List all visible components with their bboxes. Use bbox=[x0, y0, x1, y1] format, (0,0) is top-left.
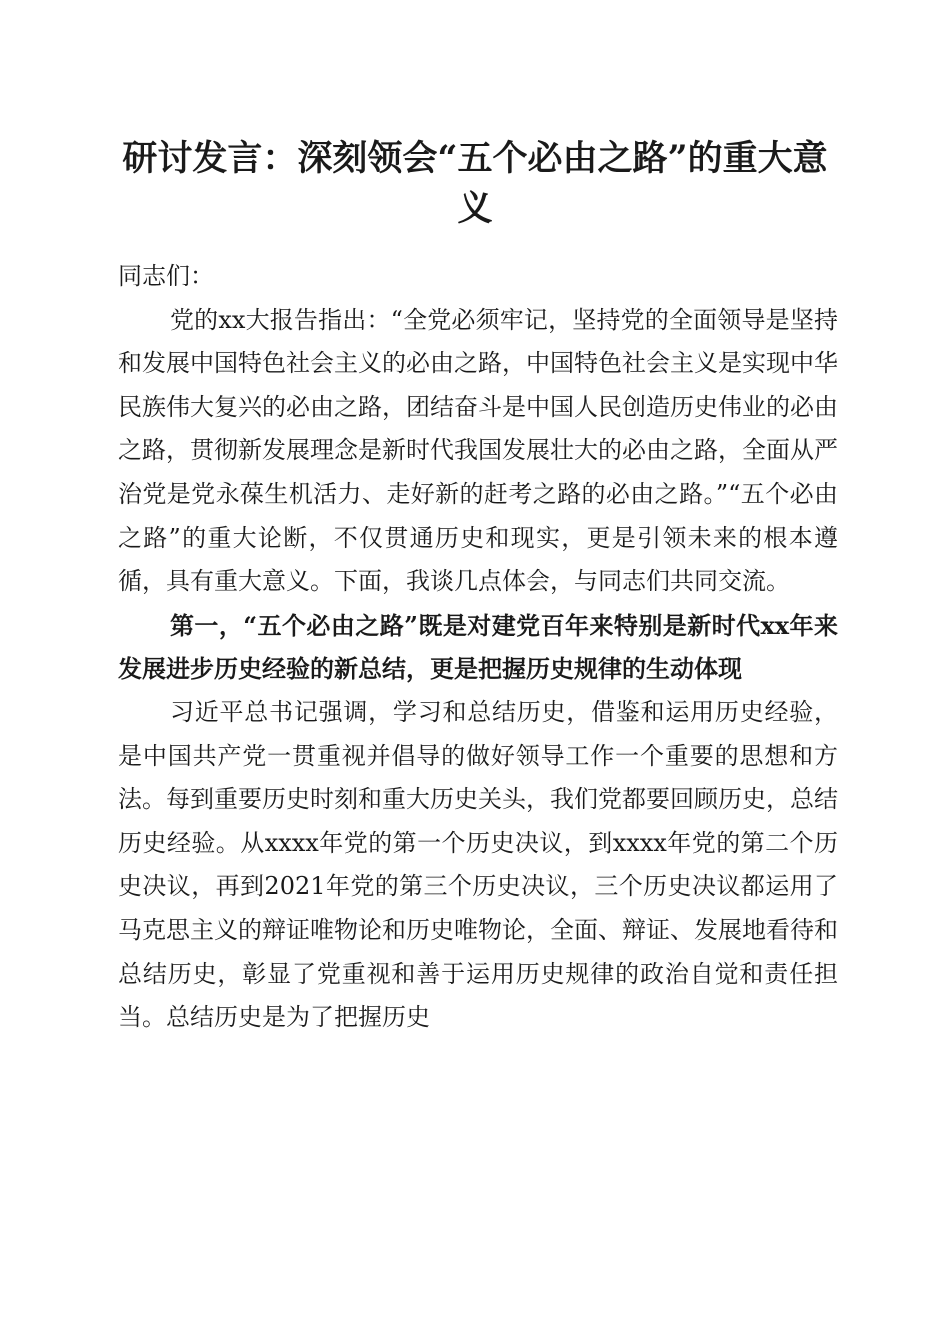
document-title: 研讨发言：深刻领会“五个必由之路”的重大意义 bbox=[122, 138, 828, 229]
paragraph-history: 习近平总书记强调，学习和总结历史，借鉴和运用历史经验，是中国共产党一贯重视并倡导的做好领导工作一个重要的思想和方法。每到重要历史时刻和重大历史关头，我们党都要回顾历史，总结历史经验。从xxxx年党的第一个历史决议，到xxxx年党的第二个历史决议，再到2021年党的第三个历史决议，三个历史决议都运用了马克思主义的辩证唯物论和历史唯物论，全面、辩证、发展地看待和总结历史，彰显了党重视和善于运用历史规律的政治自觉和责任担当。总结历史是为了把握历史 bbox=[118, 697, 838, 1032]
paragraph-intro: 党的xx大报告指出：“全党必须牢记，坚持党的全面领导是坚持和发展中国特色社会主义的必由之路，中国特色社会主义是实现中华民族伟大复兴的必由之路，团结奋斗是中国人民创造历史伟业的必由之路，贯彻新发展理念是新时代我国发展壮大的必由之路，全面从严治党是党永葆生机活力、走好新的赶考之路的必由之路。”“五个必由之路”的重大论断，不仅贯通历史和现实，更是引领未来的根本遵循，具有重大意义。下面，我谈几点体会，与同志们共同交流。 bbox=[118, 305, 838, 596]
salutation: 同志们： bbox=[118, 262, 214, 290]
document-body bbox=[118, 255, 838, 1040]
section-heading-first: 第一，“五个必由之路”既是对建党百年来特别是新时代xx年来发展进步历史经验的新总结，更是把握历史规律的生动体现 bbox=[118, 610, 838, 684]
